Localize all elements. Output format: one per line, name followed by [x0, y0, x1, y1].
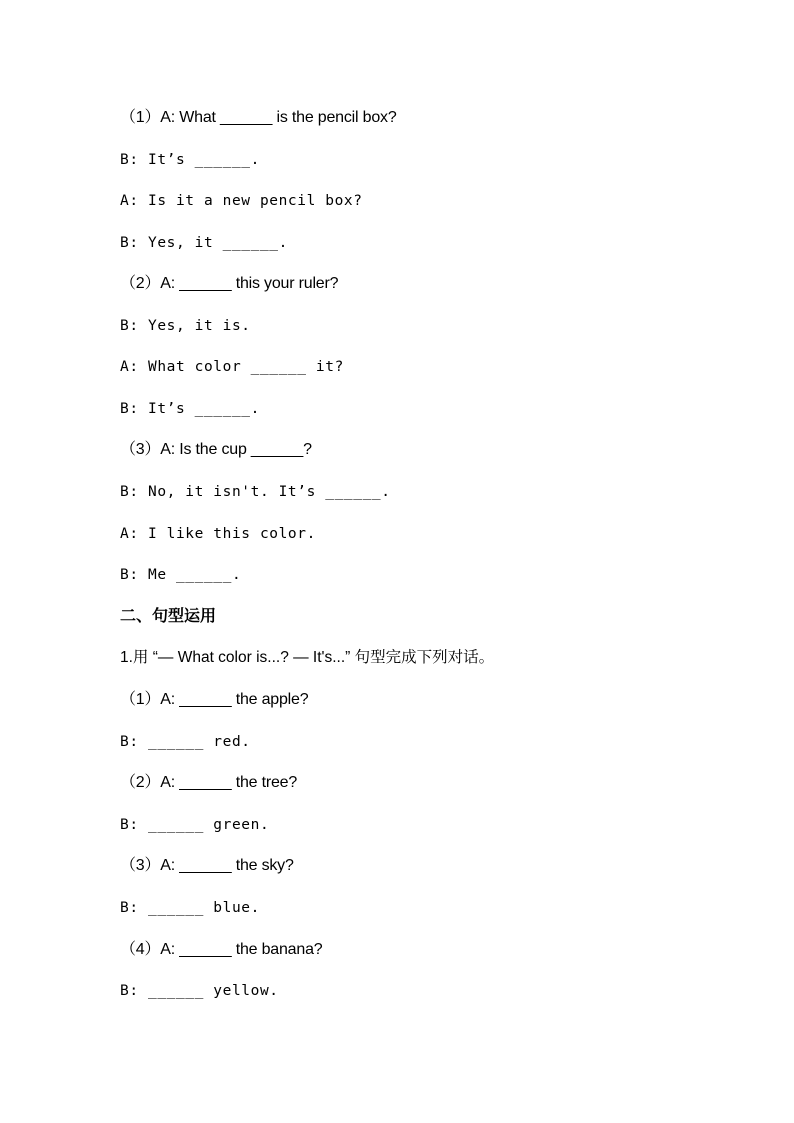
- exercise-3-answer: B: ______ blue.: [120, 900, 260, 916]
- question-1-line-c: A: Is it a new pencil box?: [120, 193, 363, 209]
- question-2-line-b: B: Yes, it is.: [120, 318, 251, 334]
- section-instruction: 1.用 “— What color is...? — It's...” 句型完成下列对话。: [120, 649, 495, 666]
- exercise-4-answer: B: ______ yellow.: [120, 983, 279, 999]
- exercise-2-question: （2）A: ______ the tree?: [120, 774, 298, 791]
- exercise-1-question: （1）A: ______ the apple?: [120, 691, 309, 708]
- question-3-line-d: B: Me ______.: [120, 567, 242, 583]
- question-3-line-b: B: No, it isn't. It’s ______.: [120, 484, 391, 500]
- question-1-line-d: B: Yes, it ______.: [120, 235, 288, 251]
- exercise-2-answer: B: ______ green.: [120, 817, 270, 833]
- exercise-1-answer: B: ______ red.: [120, 734, 251, 750]
- question-1-line-b: B: It’s ______.: [120, 152, 260, 168]
- question-2-line-d: B: It’s ______.: [120, 401, 260, 417]
- section-heading: 二、句型运用: [120, 606, 217, 625]
- question-3-line-c: A: I like this color.: [120, 526, 316, 542]
- question-2-line-a: （2）A: ______ this your ruler?: [120, 275, 339, 292]
- exercise-3-question: （3）A: ______ the sky?: [120, 857, 294, 874]
- question-2-line-c: A: What color ______ it?: [120, 359, 344, 375]
- exercise-4-question: （4）A: ______ the banana?: [120, 941, 323, 958]
- question-1-line-a: （1）A: What ______ is the pencil box?: [120, 109, 397, 126]
- question-3-line-a: （3）A: Is the cup ______?: [120, 441, 312, 458]
